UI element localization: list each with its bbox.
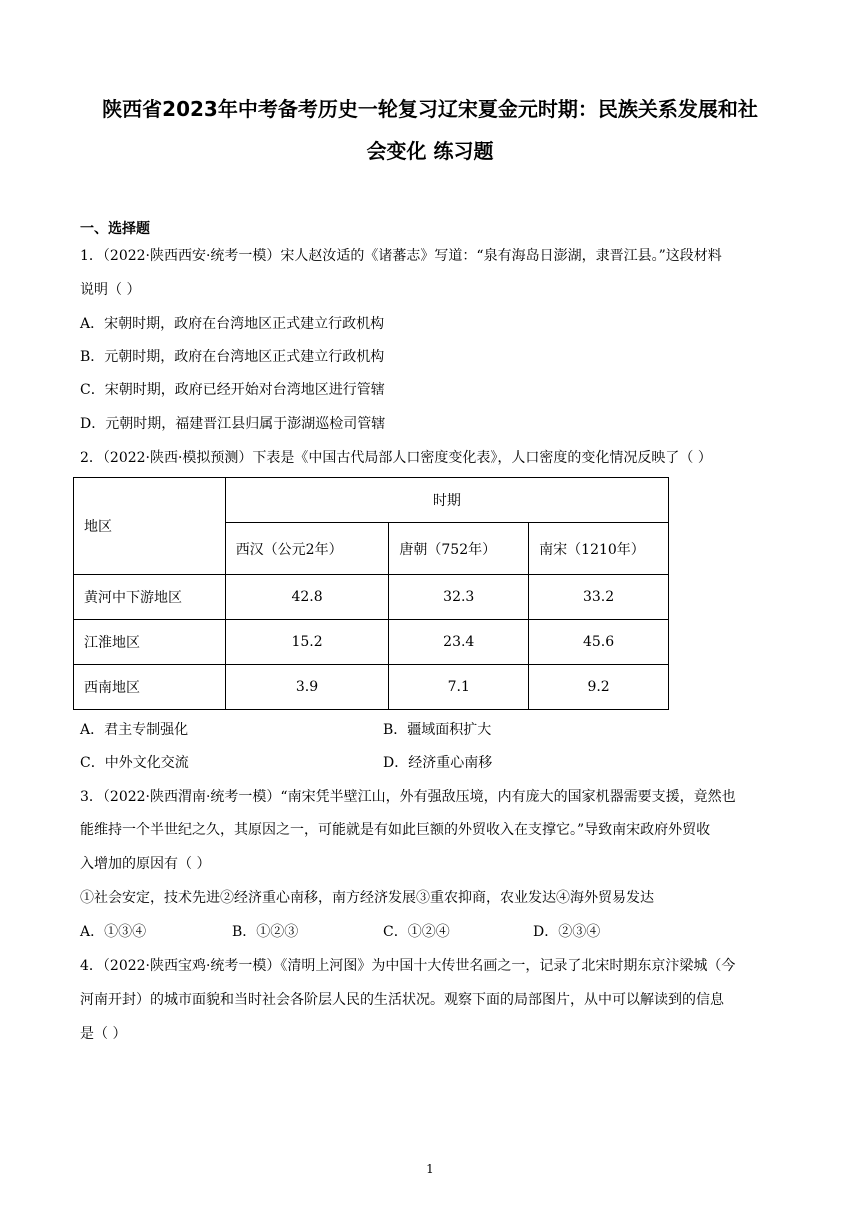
value-cell: 3.9 [225,665,389,710]
table-row [74,665,669,710]
q4-stem-line-2: 河南开封）的城市面貌和当时社会各阶层人民的生活状况。观察下面的局部图片，从中可以解读到的信息 [80,992,724,1008]
table-header-row [74,478,669,523]
q4-stem-line-1: 4．（2022·陕西宝鸡·统考一模）《清明上河图》为中国十大传世名画之一，记录了北宋时期东京汴梁城（今 [80,958,736,974]
region-cell: 江淮地区 [74,620,226,665]
q3-option-c[interactable]: C．①②④ [383,924,450,940]
value-cell: 33.2 [529,575,669,620]
value-cell: 7.1 [389,665,529,710]
table-row [74,620,669,665]
q1-option-b[interactable]: B．元朝时期，政府在台湾地区正式建立行政机构 [80,349,385,365]
document-title [70,88,790,172]
region-cell: 黄河中下游地区 [74,575,226,620]
value-cell: 9.2 [529,665,669,710]
q3-stem-line-3: 入增加的原因有（ ） [80,856,211,872]
region-header-cell: 地区 [74,478,226,575]
q3-stem-line-4: ①社会安定，技术先进②经济重心南移，南方经济发展③重农抑商，农业发达④海外贸易发达 [80,890,654,906]
q2-stem-line-1: 2．（2022·陕西·模拟预测）下表是《中国古代局部人口密度变化表》，人口密度的变化情况反映了（ ） [80,450,712,466]
period-header-cell: 时期 [225,478,668,523]
q3-stem-line-1: 3．（2022·陕西渭南·统考一模）“南宋凭半壁江山，外有强敌压境，内有庞大的国家机器需要支援，竟然也 [80,789,736,805]
period-cell: 唐朝（752年） [389,523,529,575]
q3-option-a[interactable]: A．①③④ [80,924,147,940]
q1-stem-line-2: 说明（ ） [80,282,141,298]
section-heading: 一、选择题 [80,221,150,237]
q2-option-c[interactable]: C．中外文化交流 [80,755,189,771]
q3-option-b[interactable]: B．①②③ [232,924,299,940]
value-cell: 32.3 [389,575,529,620]
q3-option-d[interactable]: D．②③④ [533,924,601,940]
q2-option-a[interactable]: A．君主专制强化 [80,722,189,738]
page-number: 1 [426,1162,434,1176]
q2-option-b[interactable]: B．疆域面积扩大 [383,722,492,738]
q1-option-c[interactable]: C．宋朝时期，政府已经开始对台湾地区进行管辖 [80,382,385,398]
q1-option-a[interactable]: A．宋朝时期，政府在台湾地区正式建立行政机构 [80,316,385,332]
table-row [74,575,669,620]
region-cell: 西南地区 [74,665,226,710]
q2-option-d[interactable]: D．经济重心南移 [383,755,493,771]
value-cell: 42.8 [225,575,389,620]
value-cell: 23.4 [389,620,529,665]
title-line-2: 会变化 练习题 [366,139,494,163]
q1-option-d[interactable]: D．元朝时期，福建晋江县归属于澎湖巡检司管辖 [80,416,386,432]
population-density-table [73,477,669,710]
q1-stem-line-1: 1．（2022·陕西西安·统考一模）宋人赵汝适的《诸蕃志》写道：“泉有海岛日澎湖，隶晋江县。”这段材料 [80,248,722,264]
q3-stem-line-2: 能维持一个半世纪之久，其原因之一，可能就是有如此巨额的外贸收入在支撑它。”导致南宋政府外贸收 [80,822,711,838]
value-cell: 15.2 [225,620,389,665]
period-cell: 南宋（1210年） [529,523,669,575]
value-cell: 45.6 [529,620,669,665]
q4-stem-line-3: 是（ ） [80,1026,127,1042]
period-cell: 西汉（公元2年） [225,523,389,575]
title-line-1: 陕西省2023年中考备考历史一轮复习辽宋夏金元时期：民族关系发展和社 [102,97,758,121]
